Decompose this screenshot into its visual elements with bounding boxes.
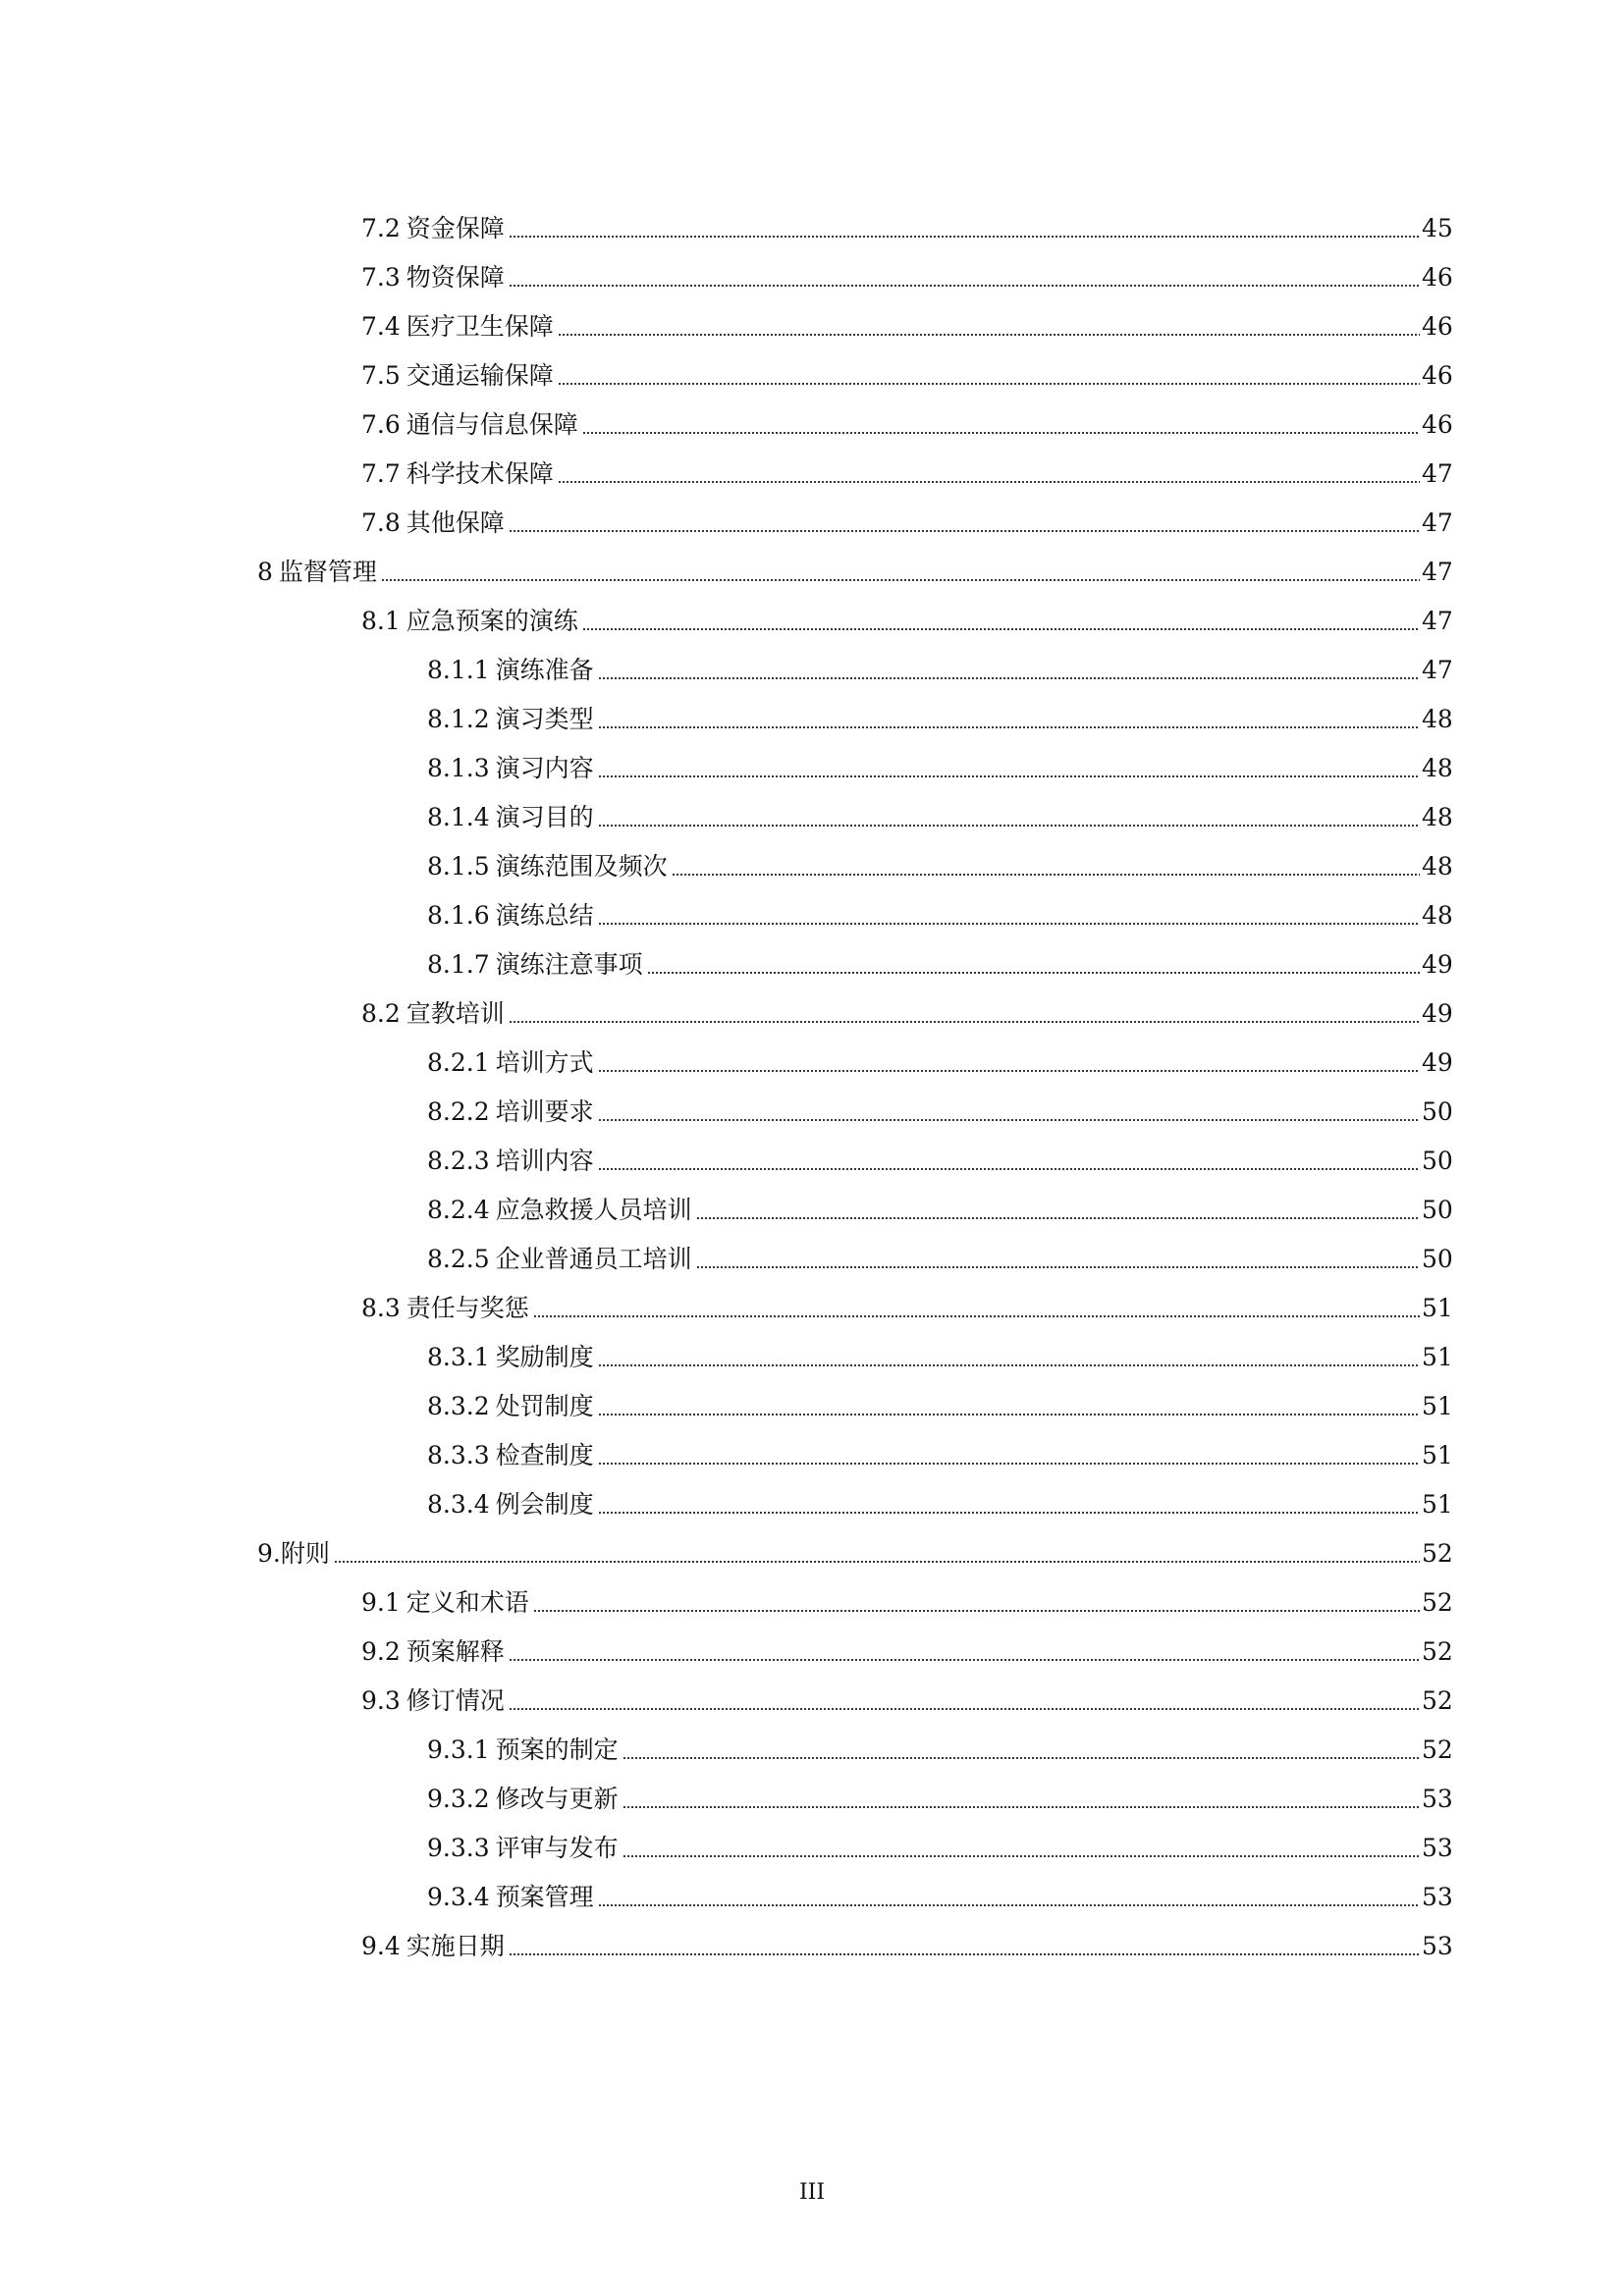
dot-leader	[598, 705, 1420, 734]
toc-entry-title	[427, 1048, 598, 1078]
toc-page-number: 52	[1422, 1686, 1453, 1715]
toc-entry[interactable]	[361, 351, 1451, 391]
toc-entry[interactable]	[427, 793, 1451, 832]
dot-leader	[558, 312, 1420, 342]
toc-entry-title	[361, 312, 558, 342]
toc-entry[interactable]	[427, 1088, 1451, 1127]
toc-entry-title	[361, 410, 582, 440]
toc-entry-title	[427, 1834, 623, 1863]
toc-entry-number: 8.1.1	[427, 656, 490, 684]
toc-entry-number: 8.2	[361, 999, 401, 1028]
toc-entry[interactable]	[427, 842, 1451, 881]
toc-entry-number: 8.2.1	[427, 1048, 490, 1077]
toc-entry-title	[361, 508, 509, 538]
toc-page-number: 52	[1422, 1588, 1453, 1617]
toc-entry-text: 修订情况	[406, 1686, 505, 1715]
toc-page-number: 47	[1422, 459, 1453, 488]
toc-entry-number: 8.1.7	[427, 950, 490, 979]
toc-page-number: 53	[1422, 1883, 1453, 1911]
toc-entry-text: 演练范围及频次	[495, 852, 668, 881]
dot-leader	[598, 754, 1420, 783]
toc-entry-text: 演练准备	[495, 656, 594, 684]
dot-leader	[558, 361, 1420, 391]
toc-entry-text: 其他保障	[406, 508, 505, 537]
toc-page-number: 46	[1422, 263, 1453, 292]
toc-page-number: 48	[1422, 852, 1453, 881]
toc-entry-number: 9.	[257, 1539, 281, 1568]
toc-page-number: 47	[1422, 508, 1453, 537]
dot-leader	[509, 1932, 1420, 1961]
dot-leader	[598, 1883, 1420, 1912]
toc-entry-text: 处罚制度	[495, 1392, 594, 1420]
toc-entry-number: 9.3.3	[427, 1834, 490, 1862]
dot-leader	[533, 1294, 1420, 1323]
toc-entry[interactable]	[427, 1775, 1451, 1814]
toc-entry-text: 检查制度	[495, 1441, 594, 1469]
toc-entry-number: 9.3.4	[427, 1883, 490, 1911]
toc-page-number: 51	[1422, 1343, 1453, 1371]
dot-leader	[509, 508, 1420, 538]
toc-page-number: 52	[1422, 1735, 1453, 1764]
dot-leader	[623, 1735, 1420, 1765]
toc-entry-number: 8.3.1	[427, 1343, 490, 1371]
toc-entry[interactable]	[427, 1039, 1451, 1078]
toc-entry-text: 演习内容	[495, 754, 594, 782]
toc-entry-number: 8.3.4	[427, 1490, 490, 1519]
toc-entry-text: 预案管理	[495, 1883, 594, 1911]
toc-entry-number: 8.1.5	[427, 852, 490, 881]
toc-entry[interactable]	[427, 1235, 1451, 1274]
toc-entry-title	[361, 1932, 509, 1961]
toc-entry-number: 8.2.2	[427, 1097, 490, 1126]
toc-entry-number: 7.6	[361, 410, 401, 439]
toc-page-number: 49	[1422, 1048, 1453, 1077]
toc-entry-text: 培训要求	[495, 1097, 594, 1126]
toc-entry[interactable]	[427, 940, 1451, 980]
toc-entry[interactable]	[427, 1431, 1451, 1470]
dot-leader	[696, 1245, 1420, 1274]
dot-leader	[623, 1834, 1420, 1863]
dot-leader	[509, 263, 1420, 293]
toc-entry-title	[427, 1441, 598, 1470]
toc-entry[interactable]	[257, 548, 1451, 587]
toc-entry-number: 9.1	[361, 1588, 401, 1617]
toc-page-number: 51	[1422, 1392, 1453, 1420]
toc-entry-title	[361, 1588, 533, 1618]
toc-entry-title	[427, 1245, 696, 1274]
toc-entry-number: 7.5	[361, 361, 401, 390]
toc-entry-number: 8.2.3	[427, 1147, 490, 1175]
toc-entry[interactable]	[427, 1824, 1451, 1863]
toc-entry-text: 医疗卫生保障	[406, 312, 554, 341]
toc-entry-number: 7.8	[361, 508, 401, 537]
toc-entry-text: 预案解释	[406, 1637, 505, 1666]
toc-entry-title	[427, 1490, 598, 1520]
toc-entry-number: 9.4	[361, 1932, 401, 1960]
toc-entry-text: 修改与更新	[495, 1785, 619, 1813]
toc-page-number: 47	[1422, 656, 1453, 684]
dot-leader	[598, 901, 1420, 931]
dot-leader	[696, 1196, 1420, 1225]
toc-entry-title	[427, 1883, 598, 1912]
toc-entry-text: 监督管理	[278, 558, 377, 586]
toc-entry[interactable]	[361, 1578, 1451, 1618]
toc-entry-text: 物资保障	[406, 263, 505, 292]
toc-entry-title	[361, 361, 558, 391]
toc-entry[interactable]	[427, 646, 1451, 685]
toc-entry-title	[427, 1147, 598, 1176]
toc-entry-title	[257, 1539, 334, 1569]
toc-page-number: 48	[1422, 901, 1453, 930]
dot-leader	[582, 410, 1420, 440]
toc-page-number: 53	[1422, 1932, 1453, 1960]
toc-entry-number: 8.1.4	[427, 803, 490, 831]
toc-entry[interactable]	[361, 302, 1451, 342]
toc-entry-text: 责任与奖惩	[406, 1294, 529, 1322]
dot-leader	[598, 1441, 1420, 1470]
toc-page-number: 46	[1422, 410, 1453, 439]
toc-entry-number: 8.1.2	[427, 705, 490, 733]
toc-entry-number: 8.3.3	[427, 1441, 490, 1469]
toc-entry[interactable]	[427, 1480, 1451, 1520]
toc-entry-title	[427, 1097, 598, 1127]
toc-entry[interactable]	[361, 499, 1451, 538]
toc-entry-title	[361, 214, 509, 243]
toc-entry[interactable]	[427, 1726, 1451, 1765]
toc-page-number: 52	[1422, 1539, 1453, 1568]
dot-leader	[598, 656, 1420, 685]
toc-entry-text: 资金保障	[406, 214, 505, 242]
dot-leader	[647, 950, 1420, 980]
toc-page-number: 46	[1422, 361, 1453, 390]
dot-leader	[598, 1343, 1420, 1372]
dot-leader	[598, 1097, 1420, 1127]
toc-entry-text: 例会制度	[495, 1490, 594, 1519]
dot-leader	[598, 1490, 1420, 1520]
toc-entry-number: 9.2	[361, 1637, 401, 1666]
toc-entry-title	[361, 1294, 533, 1323]
toc-entry-text: 培训方式	[495, 1048, 594, 1077]
toc-entry-text: 应急预案的演练	[406, 607, 578, 635]
toc-entry-title	[427, 901, 598, 931]
toc-entry-number: 8.3.2	[427, 1392, 490, 1420]
toc-page-number: 47	[1422, 607, 1453, 635]
toc-page-number: 48	[1422, 754, 1453, 782]
toc-entry[interactable]	[427, 744, 1451, 783]
toc-entry-number: 9.3.2	[427, 1785, 490, 1813]
toc-entry[interactable]	[427, 1137, 1451, 1176]
toc-entry-title	[427, 1785, 623, 1814]
toc-entry[interactable]	[361, 204, 1451, 243]
toc-entry[interactable]	[361, 253, 1451, 293]
toc-entry-text: 通信与信息保障	[406, 410, 578, 439]
toc-entry-text: 宣教培训	[406, 999, 505, 1028]
toc-entry[interactable]	[427, 1382, 1451, 1421]
toc-page-number: 48	[1422, 803, 1453, 831]
toc-entry-number: 7.4	[361, 312, 401, 341]
toc-entry-text: 演练注意事项	[495, 950, 643, 979]
toc-page-number: 53	[1422, 1834, 1453, 1862]
dot-leader	[509, 1637, 1420, 1667]
toc-page-number: 51	[1422, 1294, 1453, 1322]
toc-entry-title	[427, 803, 598, 832]
toc-entry-number: 9.3	[361, 1686, 401, 1715]
toc-entry-number: 8.1.6	[427, 901, 490, 930]
toc-entry-number: 7.7	[361, 459, 401, 488]
toc-entry-title	[361, 999, 509, 1029]
dot-leader	[509, 999, 1420, 1029]
toc-entry-title	[361, 1686, 509, 1716]
toc-entry[interactable]	[361, 1284, 1451, 1323]
toc-entry-title	[427, 656, 598, 685]
toc-entry-text: 企业普通员工培训	[495, 1245, 692, 1273]
toc-entry-title	[427, 1735, 623, 1765]
toc-page-number: 48	[1422, 705, 1453, 733]
toc-entry[interactable]	[361, 400, 1451, 440]
toc-page-number: 50	[1422, 1097, 1453, 1126]
toc-entry-number: 8.2.5	[427, 1245, 490, 1273]
dot-leader	[381, 558, 1420, 587]
toc-entry-text: 附则	[280, 1539, 330, 1568]
toc-page-number: 51	[1422, 1490, 1453, 1519]
toc-page-number: 49	[1422, 999, 1453, 1028]
toc-entry-number: 8.3	[361, 1294, 401, 1322]
toc-page-number: 52	[1422, 1637, 1453, 1666]
toc-page-number: 53	[1422, 1785, 1453, 1813]
toc-entry-text: 演习类型	[495, 705, 594, 733]
toc-entry-title	[427, 852, 672, 881]
toc-entry[interactable]	[427, 1333, 1451, 1372]
toc-entry-text: 交通运输保障	[406, 361, 554, 390]
toc-page-number: 45	[1422, 214, 1453, 242]
toc-entry-number: 8.2.4	[427, 1196, 490, 1224]
toc-entry[interactable]	[257, 1529, 1451, 1569]
toc-entry[interactable]	[427, 1873, 1451, 1912]
toc-entry-title	[427, 705, 598, 734]
toc-entry-number: 7.3	[361, 263, 401, 292]
toc-entry[interactable]	[361, 1922, 1451, 1961]
toc-entry-title	[361, 459, 558, 489]
page-number-footer: III	[798, 2180, 826, 2205]
dot-leader	[533, 1588, 1420, 1618]
toc-page-number: 46	[1422, 312, 1453, 341]
toc-entry-title	[427, 1343, 598, 1372]
toc-entry-title	[427, 1392, 598, 1421]
toc-entry-text: 演习目的	[495, 803, 594, 831]
toc-entry[interactable]	[361, 989, 1451, 1029]
toc-entry-title	[361, 1637, 509, 1667]
toc-entry-text: 应急救援人员培训	[495, 1196, 692, 1224]
dot-leader	[598, 1392, 1420, 1421]
dot-leader	[582, 607, 1420, 636]
toc-entry[interactable]	[361, 597, 1451, 636]
toc-page-number: 47	[1422, 558, 1453, 586]
toc-entry[interactable]	[427, 1186, 1451, 1225]
dot-leader	[672, 852, 1420, 881]
dot-leader	[623, 1785, 1420, 1814]
toc-entry-title	[361, 263, 509, 293]
toc-page-number: 49	[1422, 950, 1453, 979]
toc-entry[interactable]	[361, 450, 1451, 489]
toc-entry-text: 实施日期	[406, 1932, 505, 1960]
dot-leader	[509, 214, 1420, 243]
dot-leader	[598, 1048, 1420, 1078]
toc-entry-number: 9.3.1	[427, 1735, 490, 1764]
dot-leader	[598, 803, 1420, 832]
toc-entry-text: 奖励制度	[495, 1343, 594, 1371]
toc-entry-text: 定义和术语	[406, 1588, 529, 1617]
toc-entry-text: 演练总结	[495, 901, 594, 930]
toc-entry-text: 培训内容	[495, 1147, 594, 1175]
toc-entry-title	[427, 754, 598, 783]
toc-entry-text: 科学技术保障	[406, 459, 554, 488]
toc-entry[interactable]	[361, 1677, 1451, 1716]
toc-entry[interactable]	[361, 1628, 1451, 1667]
dot-leader	[509, 1686, 1420, 1716]
toc-entry-title	[427, 950, 647, 980]
toc-entry-title	[257, 558, 381, 587]
dot-leader	[558, 459, 1420, 489]
dot-leader	[598, 1147, 1420, 1176]
toc-entry[interactable]	[427, 891, 1451, 931]
toc-entry-text: 预案的制定	[495, 1735, 619, 1764]
dot-leader	[334, 1539, 1420, 1569]
toc-entry-number: 8.1.3	[427, 754, 490, 782]
toc-page-number: 50	[1422, 1147, 1453, 1175]
toc-page-number: 50	[1422, 1245, 1453, 1273]
toc-entry-title	[427, 1196, 696, 1225]
toc-entry-number: 8	[257, 558, 273, 586]
toc-entry-number: 8.1	[361, 607, 401, 635]
toc-entry[interactable]	[427, 695, 1451, 734]
toc-entry-title	[361, 607, 582, 636]
toc-entry-text: 评审与发布	[495, 1834, 619, 1862]
toc-entry-number: 7.2	[361, 214, 401, 242]
toc-page-number: 51	[1422, 1441, 1453, 1469]
toc-page-number: 50	[1422, 1196, 1453, 1224]
